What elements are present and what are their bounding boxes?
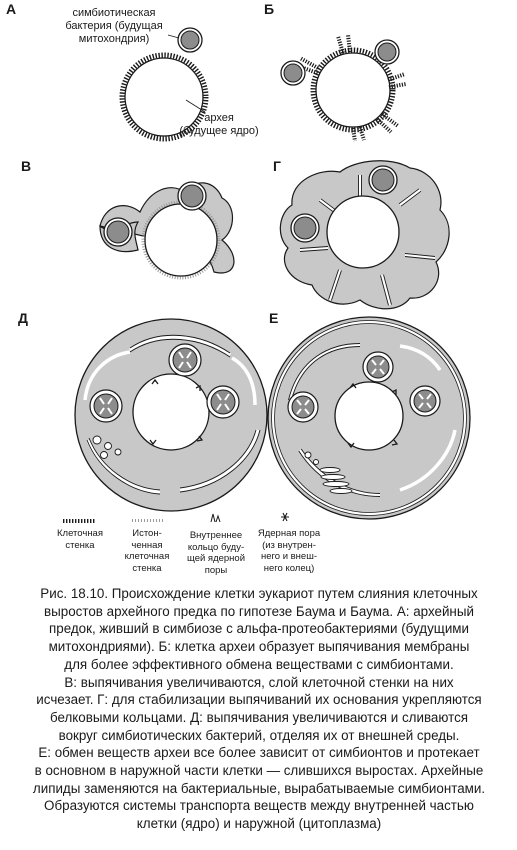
legend-text-line: стенка <box>65 539 95 551</box>
bacterium-label-line-1: симбиотическая <box>72 7 156 19</box>
archaea-label-line-2: (будущее ядро) <box>179 125 259 137</box>
caption-line: Е: обмен веществ археи все более зависит от симбионтов и протекает <box>38 745 480 761</box>
panel-d-diagram <box>75 319 267 511</box>
legend-text-line: Истон- <box>132 528 162 539</box>
caption-line: Образуются системы транспорта веществ между внутренней частью <box>44 798 474 814</box>
panel-e-diagram <box>268 317 470 519</box>
caption-line: для более эффективного обмена веществами с симбионтами. <box>64 656 454 672</box>
panel-label-g: Г <box>273 158 281 174</box>
caption-line: выростов архейного предка по гипотезе Баума и Баума. А: архейный <box>44 603 474 619</box>
legend-wall-symbol <box>62 519 96 523</box>
legend-text-line: ченная <box>131 539 163 551</box>
panel-label-a: А <box>6 1 17 17</box>
legend-wall-text <box>50 528 110 551</box>
caption-line: липиды заменяются на бактериальные, вырабатываемые симбионтами. <box>32 780 486 796</box>
caption-line <box>4 585 514 603</box>
legend-nuclear-pore-text <box>250 528 328 574</box>
bacterium-inner <box>181 31 199 49</box>
legend-nuclear-pore-symbol <box>281 513 289 521</box>
legend-text-line: (из внутрен- <box>262 539 316 551</box>
legend-text-line: него колец) <box>263 562 315 574</box>
caption-line: в основном в наружной части клетки — слившихся выростах. Архейные <box>34 763 484 779</box>
caption-line: вокруг симбиотических бактерий, отделяя их от внешней среды. <box>58 727 460 743</box>
legend-text-line: него и внеш- <box>260 551 318 562</box>
panel-label-b: Б <box>264 1 275 17</box>
legend-text-line: щей ядерной <box>186 553 246 564</box>
panel-label-d: Д <box>18 310 28 326</box>
caption-text: Происхождение клетки эукариот путем слияния клеточных <box>108 586 478 601</box>
caption-line: митохондриями). Б: клетка археи образует выпячивания мембраны <box>48 639 470 655</box>
caption-line: В: выпячивания увеличиваются, слой клеточной стенки на них <box>64 674 454 690</box>
legend-text-line: поры <box>204 564 228 576</box>
legend-text-line: Внутреннее <box>189 530 243 541</box>
caption-line: исчезает. Г: для стабилизации выпячиваний их основания укрепляются <box>36 692 482 708</box>
panel-label-v: В <box>21 158 32 174</box>
legend-text-line: кольцо буду- <box>187 541 245 553</box>
legend-text-line: Клеточная <box>57 528 103 539</box>
bacterium-label-line-2: бактерия (будущая <box>65 20 163 32</box>
legend-text-line: клеточная <box>124 551 170 562</box>
panel-v-diagram <box>100 182 234 278</box>
bacterium-label <box>58 7 170 46</box>
figure-number: Рис. 18.10. <box>40 586 109 601</box>
legend-text-line: стенка <box>132 562 162 574</box>
caption-line: предок, живший в симбиозе с альфа-протеобактериями (будущими <box>49 621 469 637</box>
archaea-label-line-1: архея <box>204 112 234 124</box>
caption-line: белковыми кольцами. Д: выпячивания увеличиваются и сливаются <box>49 709 469 725</box>
legend-text-line: Ядерная пора <box>257 528 321 539</box>
bacterium-label-line-3: митохондрия) <box>78 33 150 45</box>
legend-thin-wall-text <box>117 528 177 574</box>
panel-label-e: Е <box>269 310 279 326</box>
legend-inner-ring-symbol <box>211 514 220 522</box>
archaea-label <box>172 112 266 138</box>
legend-inner-ring-text <box>180 530 252 576</box>
panel-b-diagram <box>281 35 406 141</box>
legend-thin-wall-symbol <box>131 519 163 522</box>
caption-line: клетки (ядро) и наружной (цитоплазма) <box>136 816 382 832</box>
figure-caption <box>4 585 514 833</box>
panel-g-diagram <box>280 161 449 309</box>
legend-symbols <box>62 513 289 523</box>
